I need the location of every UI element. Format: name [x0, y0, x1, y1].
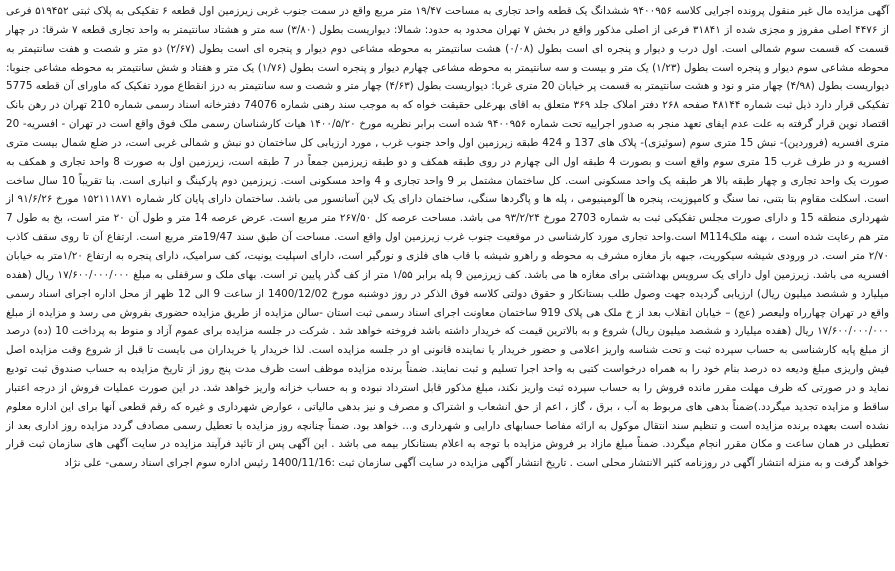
notice-body-text: آگهی مزایده مال غیر منقول پرونده اجرایی کلاسه ۹۴۰۰۹۵۶ ششدانگ یک قطعه واحد تجاری به مساحت ۱۹/۴۷ متر مربع واقع در سمت جنوب غربی زیرزمین اول قطعه ۶ تفکیکی به پلاک ثبتی ۵۱۹۴۵۲ فرعی از ۴۴۷۶ اصلی مفروز و مجزی شده از ۳۱۸۴۱ فرعی از اصلی مذکور واقع در بخش ۷ تهران محدود به حدود: شمالا: دیواریست بطول (۳/۸۰) سه متر و هشتاد سانتیمتر به واحد تجاری قطعه ۷ شرقا: در چهار قسمت که قسمت سوم شمالی است. اول درب و دیوار و پنجره ای است بطول (۰/۰۸) هشت سانتیمتر به محوطه مشاعی دوم دیوار و پنجره ای است بطول (۲/۶۷) دو متر و شصت و هفت سانتیمتر به محوطه مشاعی سوم دیوار و پنجره است بطول (۱/۲۳) یک متر و بیست و سه سانتیمتر به محوطه مشاعی چهارم دیوار و پنجره است بطول (۱/۷۶) یک متر و هفتاد و شش سانتیمتر به محوطه مشاعی جنوبا: دیواریست بطول (۴/۹۸) چهار متر و نود و هشت سانتیمتر به قسمت پر خیابان 20 متری غربا: دیواریست بطول (۴/۶۳) چهار متر و شصت و سه سانتیمتر به درز انقطاع مورد تفکیک که ماورای آن قطعه 5775 تفکیکی قرار دارد ذیل ثبت شماره ۴۸۱۴۴ صفحه ۲۶۸ دفتر املاک جلد ۳۶۹ متعلق به اقای بهرعلی حقیقت خواه که به موجب سند رهنی شماره 74076 دفترخانه اسناد رسمی شماره 210 تهران در رهن بانک اقتصاد نوین قرار گرفته به علت عدم ایفای تعهد منجر به صدور اجراییه تحت شماره ۹۴۰۰۹۵۶ شده است برابر نظریه مورخ ۱۴۰۰/۵/۲۰ هیات کارشناسان رسمی ملک فوق واقع است در تهران - افسریه- 20 متری افسریه (فروردین)- نبش 15 متری سوم (سوئیزی)- پلاک های 137 و 424 طبقه زیرزمین اول واحد جنوب غرب , مورد ارزیابی کل ساختمان دو نبش و شمالی غربی است، در ضلع شمال بیست متری افسریه و در طرف غرب 15 متری سوم واقع است و بصورت 4 طبقه اول الی چهارم در روی طبقه همکف و دو طبقه زیرزمین جمعاً در 7 طبقه است، زیرزمین اول به صورت 8 واحد تجاری و همکف به صورت یک واحد تجاری و چهار طبقه بالا هر طبقه یک واحد مسکونی است. کل ساختمان مشتمل بر 9 واحد تجاری و 4 واحد مسکونی است. زیرزمین دوم پارکینگ و انباری است. بنا تقریباً 10 سال ساخت است. اسکلت مقاوم بتا بتنی، نما سنگ و کامپوزیت، پنجره ها آلومینیومی ، پله ها و پاگردها سنگی، ساختمان دارای یک لاین آسانسور می باشد. ساختمان دارای پایان کار شماره ۱۵۲۱۱۱۸۷۱ مورخ ۹۱/۶/۲۶ از شهرداری منطقه 15 و دارای صورت مجلس تفکیکی ثبت به شماره 2703 مورخ ۹۳/۲/۲۴ می باشد. مساحت عرصه کل ۲۶۷/۵۰ متر مربع است. عرض عرصه 14 متر و طول آن ۲۰ متر است، بخ به طول 7 متر هم رعایت شده است ، بهنه ملکM114 است.واحد تجاری مورد کارشناسی در موقعیت جنوب غرب زیرزمین اول واقع است. مساحت آن طبق سند 19/47متر مربع است. ارتفاع آن تا روی سقف کاذب ۲/۷۰ متر است. در ورودی شیشه سیکوریت، جبهه باز مغازه مشرف به محوطه و راهرو شیشه با قاب های فلزی و نورگیر است، دارای اسپلیت یونیت، کف سرامیک، دارای پنجره به ارتفاع ۱/۲۰متر به خیابان افسریه می باشد. زیرزمین اول دارای یک سرویس بهداشتی برای مغازه ها می باشد. کف زیرزمین 9 پله برابر ۱/۵۵ متر از کف گذر پایین تر است. بهای ملک و سرقفلی به مبلغ ۱۷/۶۰۰/۰۰۰/۰۰۰ ریال (هفده میلیارد و ششصد میلیون ریال) ارزیابی گردیده جهت وصول طلب بستانکار و حقوق دولتی کلاسه فوق الذکر در روز دوشنبه مورخ 1400/12/02 از ساعت 9 الی 12 ظهر از محل اداره اجرای اسناد رسمی واقع در تهران چهارراه ولیعصر (عج) – خیابان انقلاب بعد از خ ملک هی پلاک 919 ساختمان معاونت اجرای اسناد رسمی ثبت استان -سالن مزایده از طریق مزایده حضوری بفروش می رسد و مزایده از مبلغ ۱۷/۶۰۰/۰۰۰/۰۰۰ ریال (هفده میلیارد و ششصد میلیون ریال) شروع و به بالاترین قیمت که خریدار داشته باشد فروخته خواهد شد . شرکت در جلسه مزایده برای عموم آزاد و منوط به پرداخت 10 (ده) درصد از مبلغ پایه کارشناسی به حساب سپرده ثبت و تحت شناسه واریز اعلامی و حضور خریدار یا نماینده قانونی او در جلسه مزایده است. لذا خریدار یا خریداران می بایست تا قبل از شروع وقت مزایده اصل فیش واریزی مبلغ ودیعه ده درصد بنام خود را به همراه درخواست کتبی به واحد اجرا تسلیم و ثبت نمایند. ضمناً برنده مزایده موظف است ظرف مدت پنج روز از تاریخ مزایده به حساب صندوق ثبت تودیع نماید و در صورتی که ظرف مهلت مقرر مانده فروش را به حساب سپرده ثبت واریز نکند، مبلغ مذکور قابل استرداد نبوده و به حساب خزانه واریز خواهد شد. در این صورت عملیات فروش از درجه اعتبار ساقط و مزایده تجدید میگردد.)ضمناً بدهی های مربوط به آب ، برق ، گاز ، اعم از حق انشعاب و اشتراک و مصرف و نیز بدهی مالیاتی ، عوارض شهرداری و غیره که رقم قطعی آنها برای این اداره معلوم نشده است بعهده برنده مزایده است و تنظیم سند انتقال موکول به ارائه مفاصا حسابهای دارایی و شهرداری و... خواهد بود. ضمناً چنانچه روز مزایده با تعطیل رسمی مصادف گردد مزایده روز اداری بعد از تعطیلی در همان ساعت و مکان مقرر انجام میگردد. ضمناً مبلغ مازاد بر فروش مزایده با توجه به اعلام بستانکار بیمه می باشد . این آگهی پس از تائید فرآیند مزایده در سایت آگهی های سازمان ثبت قرار خواهد گرفت و به منزله انتشار آگهی در روزنامه کثیر الانتشار محلی است . تاریخ انتشار آگهی مزایده در سایت آگهی سازمان ثبت :1400/11/16 رئیس اداره سوم اجرای اسناد رسمی- علی نژاد	[6, 5, 890, 470]
